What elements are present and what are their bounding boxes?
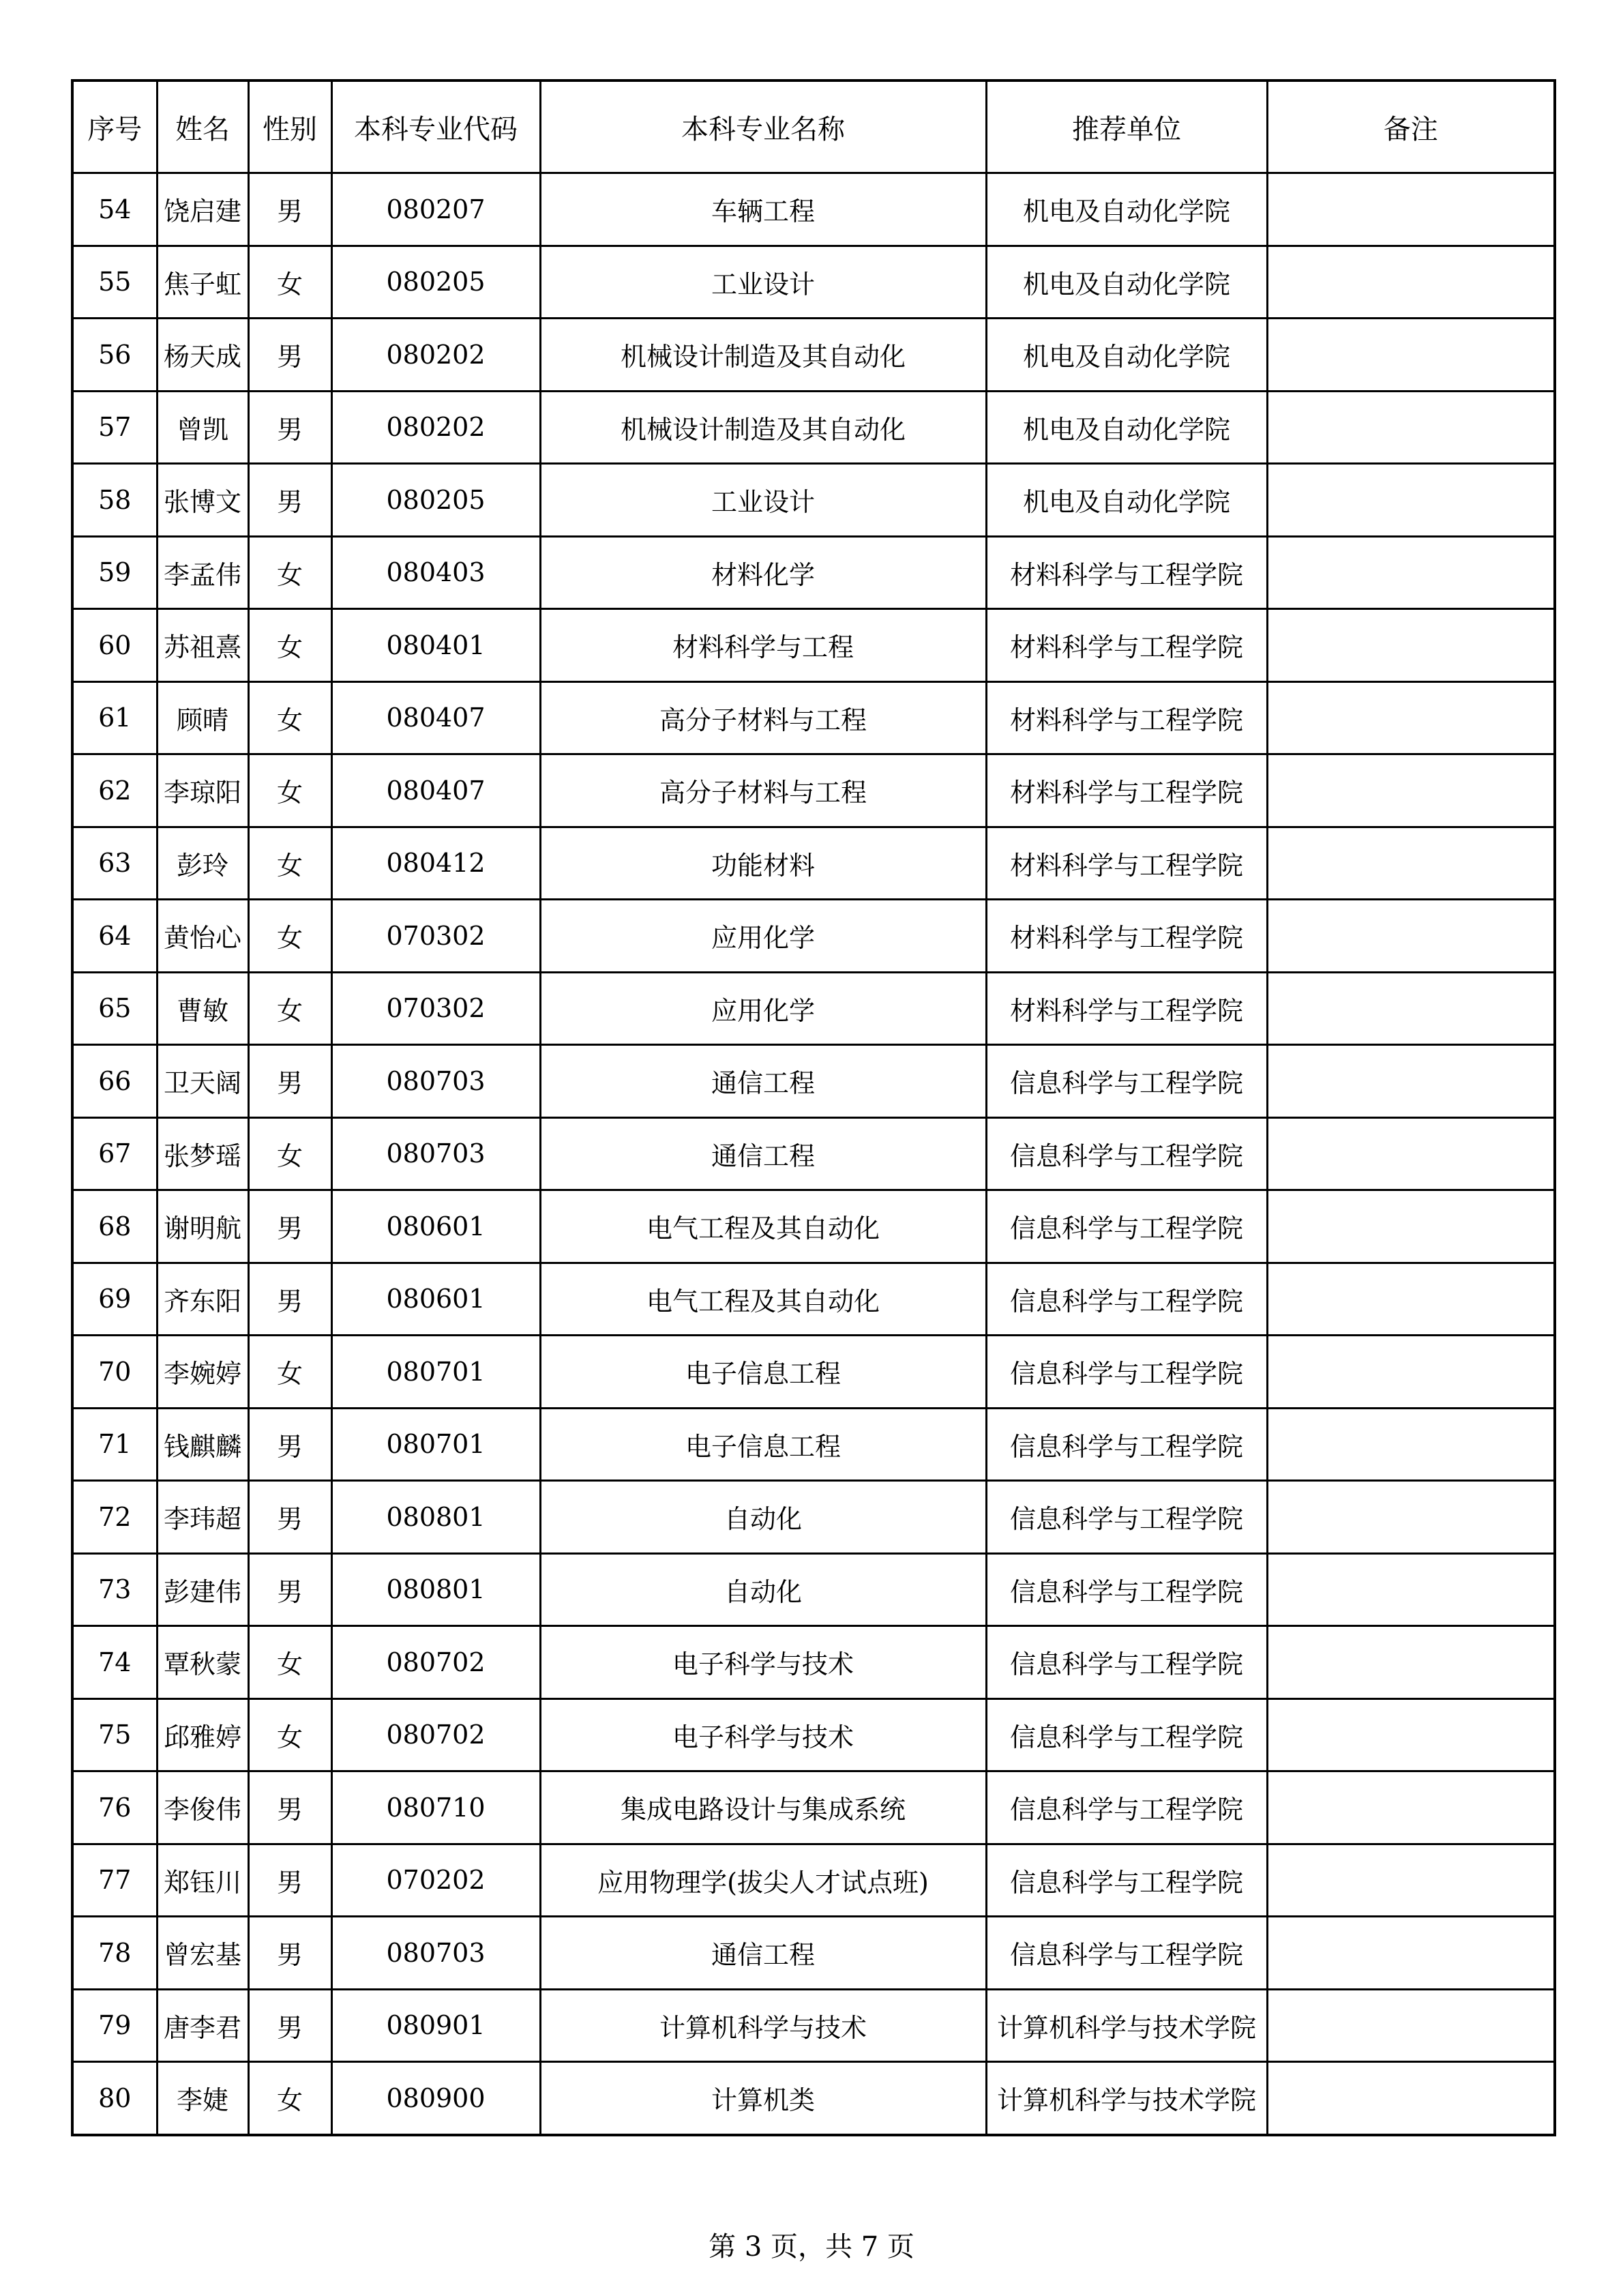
cell-major-code: 080702 <box>331 1698 540 1771</box>
cell-index: 62 <box>72 754 157 827</box>
cell-recommending-unit: 材料科学与工程学院 <box>986 681 1267 754</box>
cell-major-name: 电子科学与技术 <box>540 1626 986 1699</box>
cell-remark <box>1267 536 1555 609</box>
cell-major-code: 080205 <box>331 464 540 537</box>
cell-remark <box>1267 1698 1555 1771</box>
cell-name: 卫天阔 <box>157 1045 248 1118</box>
cell-remark <box>1267 1045 1555 1118</box>
cell-remark <box>1267 827 1555 900</box>
cell-gender: 女 <box>248 1336 331 1409</box>
cell-remark <box>1267 1553 1555 1626</box>
cell-major-code: 080703 <box>331 1917 540 1990</box>
cell-recommending-unit: 信息科学与工程学院 <box>986 1844 1267 1917</box>
cell-major-code: 080207 <box>331 173 540 246</box>
cell-name: 焦子虹 <box>157 246 248 319</box>
cell-recommending-unit: 机电及自动化学院 <box>986 173 1267 246</box>
cell-major-name: 通信工程 <box>540 1917 986 1990</box>
cell-recommending-unit: 材料科学与工程学院 <box>986 754 1267 827</box>
table-row <box>72 173 1555 246</box>
cell-index: 69 <box>72 1263 157 1336</box>
cell-index: 64 <box>72 900 157 973</box>
header-major-name: 本科专业名称 <box>540 80 986 173</box>
table-row <box>72 754 1555 827</box>
cell-major-code: 080202 <box>331 319 540 392</box>
cell-major-code: 070302 <box>331 972 540 1045</box>
cell-remark <box>1267 1626 1555 1699</box>
cell-major-code: 080601 <box>331 1263 540 1336</box>
cell-recommending-unit: 信息科学与工程学院 <box>986 1117 1267 1190</box>
cell-gender: 女 <box>248 1117 331 1190</box>
cell-index: 54 <box>72 173 157 246</box>
cell-major-name: 材料化学 <box>540 536 986 609</box>
table-row <box>72 972 1555 1045</box>
cell-name: 李玮超 <box>157 1481 248 1554</box>
cell-gender: 女 <box>248 972 331 1045</box>
cell-gender: 男 <box>248 464 331 537</box>
cell-index: 56 <box>72 319 157 392</box>
cell-major-code: 080801 <box>331 1481 540 1554</box>
cell-name: 杨天成 <box>157 319 248 392</box>
cell-name: 李婕 <box>157 2062 248 2135</box>
cell-gender: 男 <box>248 1989 331 2062</box>
cell-major-name: 计算机类 <box>540 2062 986 2135</box>
cell-gender: 男 <box>248 173 331 246</box>
cell-remark <box>1267 681 1555 754</box>
cell-index: 63 <box>72 827 157 900</box>
cell-remark <box>1267 173 1555 246</box>
cell-recommending-unit: 机电及自动化学院 <box>986 391 1267 464</box>
cell-major-name: 机械设计制造及其自动化 <box>540 391 986 464</box>
cell-name: 张梦瑶 <box>157 1117 248 1190</box>
cell-index: 67 <box>72 1117 157 1190</box>
cell-remark <box>1267 609 1555 682</box>
cell-index: 57 <box>72 391 157 464</box>
cell-recommending-unit: 材料科学与工程学院 <box>986 536 1267 609</box>
cell-recommending-unit: 机电及自动化学院 <box>986 464 1267 537</box>
cell-gender: 男 <box>248 1771 331 1844</box>
cell-index: 75 <box>72 1698 157 1771</box>
cell-name: 李婉婷 <box>157 1336 248 1409</box>
cell-name: 曾凯 <box>157 391 248 464</box>
cell-major-name: 工业设计 <box>540 246 986 319</box>
cell-remark <box>1267 1481 1555 1554</box>
cell-major-code: 080701 <box>331 1408 540 1481</box>
cell-recommending-unit: 信息科学与工程学院 <box>986 1336 1267 1409</box>
cell-index: 65 <box>72 972 157 1045</box>
cell-recommending-unit: 材料科学与工程学院 <box>986 609 1267 682</box>
cell-remark <box>1267 1989 1555 2062</box>
cell-gender: 女 <box>248 754 331 827</box>
cell-name: 覃秋蒙 <box>157 1626 248 1699</box>
cell-major-name: 应用化学 <box>540 972 986 1045</box>
header-name: 姓名 <box>157 80 248 173</box>
cell-recommending-unit: 机电及自动化学院 <box>986 319 1267 392</box>
cell-name: 郑钰川 <box>157 1844 248 1917</box>
header-recommending-unit: 推荐单位 <box>986 80 1267 173</box>
cell-recommending-unit: 材料科学与工程学院 <box>986 827 1267 900</box>
cell-major-code: 080407 <box>331 681 540 754</box>
table-row <box>72 1553 1555 1626</box>
cell-recommending-unit: 计算机科学与技术学院 <box>986 1989 1267 2062</box>
table-row <box>72 1844 1555 1917</box>
cell-index: 70 <box>72 1336 157 1409</box>
cell-recommending-unit: 信息科学与工程学院 <box>986 1771 1267 1844</box>
cell-gender: 男 <box>248 1481 331 1554</box>
cell-name: 曹敏 <box>157 972 248 1045</box>
cell-remark <box>1267 1263 1555 1336</box>
cell-remark <box>1267 1771 1555 1844</box>
cell-major-code: 080202 <box>331 391 540 464</box>
table-row <box>72 1698 1555 1771</box>
table-row <box>72 1917 1555 1990</box>
cell-index: 76 <box>72 1771 157 1844</box>
cell-major-code: 080703 <box>331 1045 540 1118</box>
cell-major-name: 计算机科学与技术 <box>540 1989 986 2062</box>
cell-index: 61 <box>72 681 157 754</box>
cell-remark <box>1267 900 1555 973</box>
cell-gender: 女 <box>248 827 331 900</box>
cell-gender: 男 <box>248 1045 331 1118</box>
cell-gender: 女 <box>248 900 331 973</box>
cell-major-code: 080401 <box>331 609 540 682</box>
cell-index: 71 <box>72 1408 157 1481</box>
cell-major-code: 080900 <box>331 2062 540 2135</box>
cell-major-name: 电子科学与技术 <box>540 1698 986 1771</box>
cell-major-name: 机械设计制造及其自动化 <box>540 319 986 392</box>
table-row <box>72 1336 1555 1409</box>
cell-index: 73 <box>72 1553 157 1626</box>
cell-major-name: 工业设计 <box>540 464 986 537</box>
cell-name: 李俊伟 <box>157 1771 248 1844</box>
cell-remark <box>1267 754 1555 827</box>
cell-name: 李琼阳 <box>157 754 248 827</box>
table-row <box>72 2062 1555 2135</box>
table-row <box>72 1481 1555 1554</box>
cell-name: 张博文 <box>157 464 248 537</box>
cell-major-name: 电气工程及其自动化 <box>540 1190 986 1263</box>
table-row <box>72 1989 1555 2062</box>
cell-gender: 男 <box>248 1263 331 1336</box>
cell-major-name: 电气工程及其自动化 <box>540 1263 986 1336</box>
cell-index: 77 <box>72 1844 157 1917</box>
cell-major-code: 080710 <box>331 1771 540 1844</box>
cell-recommending-unit: 信息科学与工程学院 <box>986 1698 1267 1771</box>
cell-major-code: 070302 <box>331 900 540 973</box>
table-row <box>72 827 1555 900</box>
cell-gender: 女 <box>248 246 331 319</box>
cell-major-name: 应用化学 <box>540 900 986 973</box>
cell-gender: 男 <box>248 1917 331 1990</box>
cell-remark <box>1267 1336 1555 1409</box>
page-number-footer: 第 3 页，共 7 页 <box>709 2231 914 2263</box>
cell-major-code: 080205 <box>331 246 540 319</box>
table-header <box>72 80 1555 173</box>
cell-name: 顾晴 <box>157 681 248 754</box>
cell-index: 74 <box>72 1626 157 1699</box>
cell-recommending-unit: 信息科学与工程学院 <box>986 1626 1267 1699</box>
cell-name: 齐东阳 <box>157 1263 248 1336</box>
table-row <box>72 1771 1555 1844</box>
cell-name: 黄怡心 <box>157 900 248 973</box>
cell-name: 谢明航 <box>157 1190 248 1263</box>
cell-gender: 男 <box>248 319 331 392</box>
cell-index: 60 <box>72 609 157 682</box>
cell-recommending-unit: 信息科学与工程学院 <box>986 1408 1267 1481</box>
table-row <box>72 1408 1555 1481</box>
cell-remark <box>1267 1408 1555 1481</box>
cell-major-name: 自动化 <box>540 1553 986 1626</box>
cell-name: 苏祖熹 <box>157 609 248 682</box>
cell-index: 78 <box>72 1917 157 1990</box>
header-remark: 备注 <box>1267 80 1555 173</box>
cell-major-name: 应用物理学(拔尖人才试点班) <box>540 1844 986 1917</box>
cell-name: 唐李君 <box>157 1989 248 2062</box>
cell-remark <box>1267 972 1555 1045</box>
cell-recommending-unit: 信息科学与工程学院 <box>986 1045 1267 1118</box>
cell-major-code: 080601 <box>331 1190 540 1263</box>
table-row <box>72 464 1555 537</box>
cell-index: 80 <box>72 2062 157 2135</box>
cell-gender: 男 <box>248 1190 331 1263</box>
cell-name: 钱麒麟 <box>157 1408 248 1481</box>
cell-major-code: 080703 <box>331 1117 540 1190</box>
cell-major-name: 电子信息工程 <box>540 1408 986 1481</box>
cell-recommending-unit: 信息科学与工程学院 <box>986 1190 1267 1263</box>
cell-index: 79 <box>72 1989 157 2062</box>
cell-gender: 女 <box>248 536 331 609</box>
cell-recommending-unit: 信息科学与工程学院 <box>986 1917 1267 1990</box>
cell-remark <box>1267 246 1555 319</box>
cell-major-code: 080407 <box>331 754 540 827</box>
cell-remark <box>1267 1844 1555 1917</box>
cell-major-code: 080901 <box>331 1989 540 2062</box>
cell-index: 72 <box>72 1481 157 1554</box>
cell-name: 曾宏基 <box>157 1917 248 1990</box>
cell-name: 彭建伟 <box>157 1553 248 1626</box>
cell-recommending-unit: 机电及自动化学院 <box>986 246 1267 319</box>
cell-major-name: 电子信息工程 <box>540 1336 986 1409</box>
cell-major-name: 通信工程 <box>540 1117 986 1190</box>
cell-recommending-unit: 计算机科学与技术学院 <box>986 2062 1267 2135</box>
cell-name: 邱雅婷 <box>157 1698 248 1771</box>
cell-recommending-unit: 材料科学与工程学院 <box>986 900 1267 973</box>
table-row <box>72 1117 1555 1190</box>
cell-major-name: 自动化 <box>540 1481 986 1554</box>
table-row <box>72 246 1555 319</box>
header-gender: 性别 <box>248 80 331 173</box>
cell-gender: 男 <box>248 1553 331 1626</box>
table-body <box>72 173 1555 2135</box>
cell-major-code: 080403 <box>331 536 540 609</box>
cell-remark <box>1267 464 1555 537</box>
cell-index: 58 <box>72 464 157 537</box>
cell-recommending-unit: 信息科学与工程学院 <box>986 1553 1267 1626</box>
cell-gender: 女 <box>248 681 331 754</box>
table-row <box>72 1045 1555 1118</box>
cell-index: 55 <box>72 246 157 319</box>
cell-major-name: 车辆工程 <box>540 173 986 246</box>
cell-major-code: 080702 <box>331 1626 540 1699</box>
cell-gender: 女 <box>248 609 331 682</box>
cell-recommending-unit: 信息科学与工程学院 <box>986 1481 1267 1554</box>
cell-gender: 男 <box>248 1408 331 1481</box>
table-row <box>72 319 1555 392</box>
table-row <box>72 1263 1555 1336</box>
table-row <box>72 1626 1555 1699</box>
cell-remark <box>1267 319 1555 392</box>
cell-major-name: 通信工程 <box>540 1045 986 1118</box>
cell-index: 59 <box>72 536 157 609</box>
table-row <box>72 1190 1555 1263</box>
cell-gender: 女 <box>248 1698 331 1771</box>
cell-remark <box>1267 2062 1555 2135</box>
cell-gender: 女 <box>248 1626 331 1699</box>
table-row <box>72 536 1555 609</box>
cell-name: 饶启建 <box>157 173 248 246</box>
cell-major-name: 集成电路设计与集成系统 <box>540 1771 986 1844</box>
cell-gender: 女 <box>248 2062 331 2135</box>
header-index: 序号 <box>72 80 157 173</box>
cell-major-code: 080801 <box>331 1553 540 1626</box>
cell-index: 66 <box>72 1045 157 1118</box>
cell-major-name: 高分子材料与工程 <box>540 681 986 754</box>
cell-major-code: 070202 <box>331 1844 540 1917</box>
cell-major-code: 080412 <box>331 827 540 900</box>
table-row <box>72 900 1555 973</box>
cell-major-name: 高分子材料与工程 <box>540 754 986 827</box>
table-row <box>72 681 1555 754</box>
cell-name: 彭玲 <box>157 827 248 900</box>
cell-remark <box>1267 1190 1555 1263</box>
cell-major-code: 080701 <box>331 1336 540 1409</box>
cell-gender: 男 <box>248 391 331 464</box>
header-row <box>72 80 1555 173</box>
header-major-code: 本科专业代码 <box>331 80 540 173</box>
cell-remark <box>1267 391 1555 464</box>
cell-recommending-unit: 信息科学与工程学院 <box>986 1263 1267 1336</box>
cell-remark <box>1267 1117 1555 1190</box>
cell-major-name: 材料科学与工程 <box>540 609 986 682</box>
recommendation-table <box>71 79 1556 2136</box>
cell-gender: 男 <box>248 1844 331 1917</box>
cell-name: 李孟伟 <box>157 536 248 609</box>
cell-recommending-unit: 材料科学与工程学院 <box>986 972 1267 1045</box>
table-row <box>72 391 1555 464</box>
cell-remark <box>1267 1917 1555 1990</box>
table-row <box>72 609 1555 682</box>
cell-index: 68 <box>72 1190 157 1263</box>
cell-major-name: 功能材料 <box>540 827 986 900</box>
